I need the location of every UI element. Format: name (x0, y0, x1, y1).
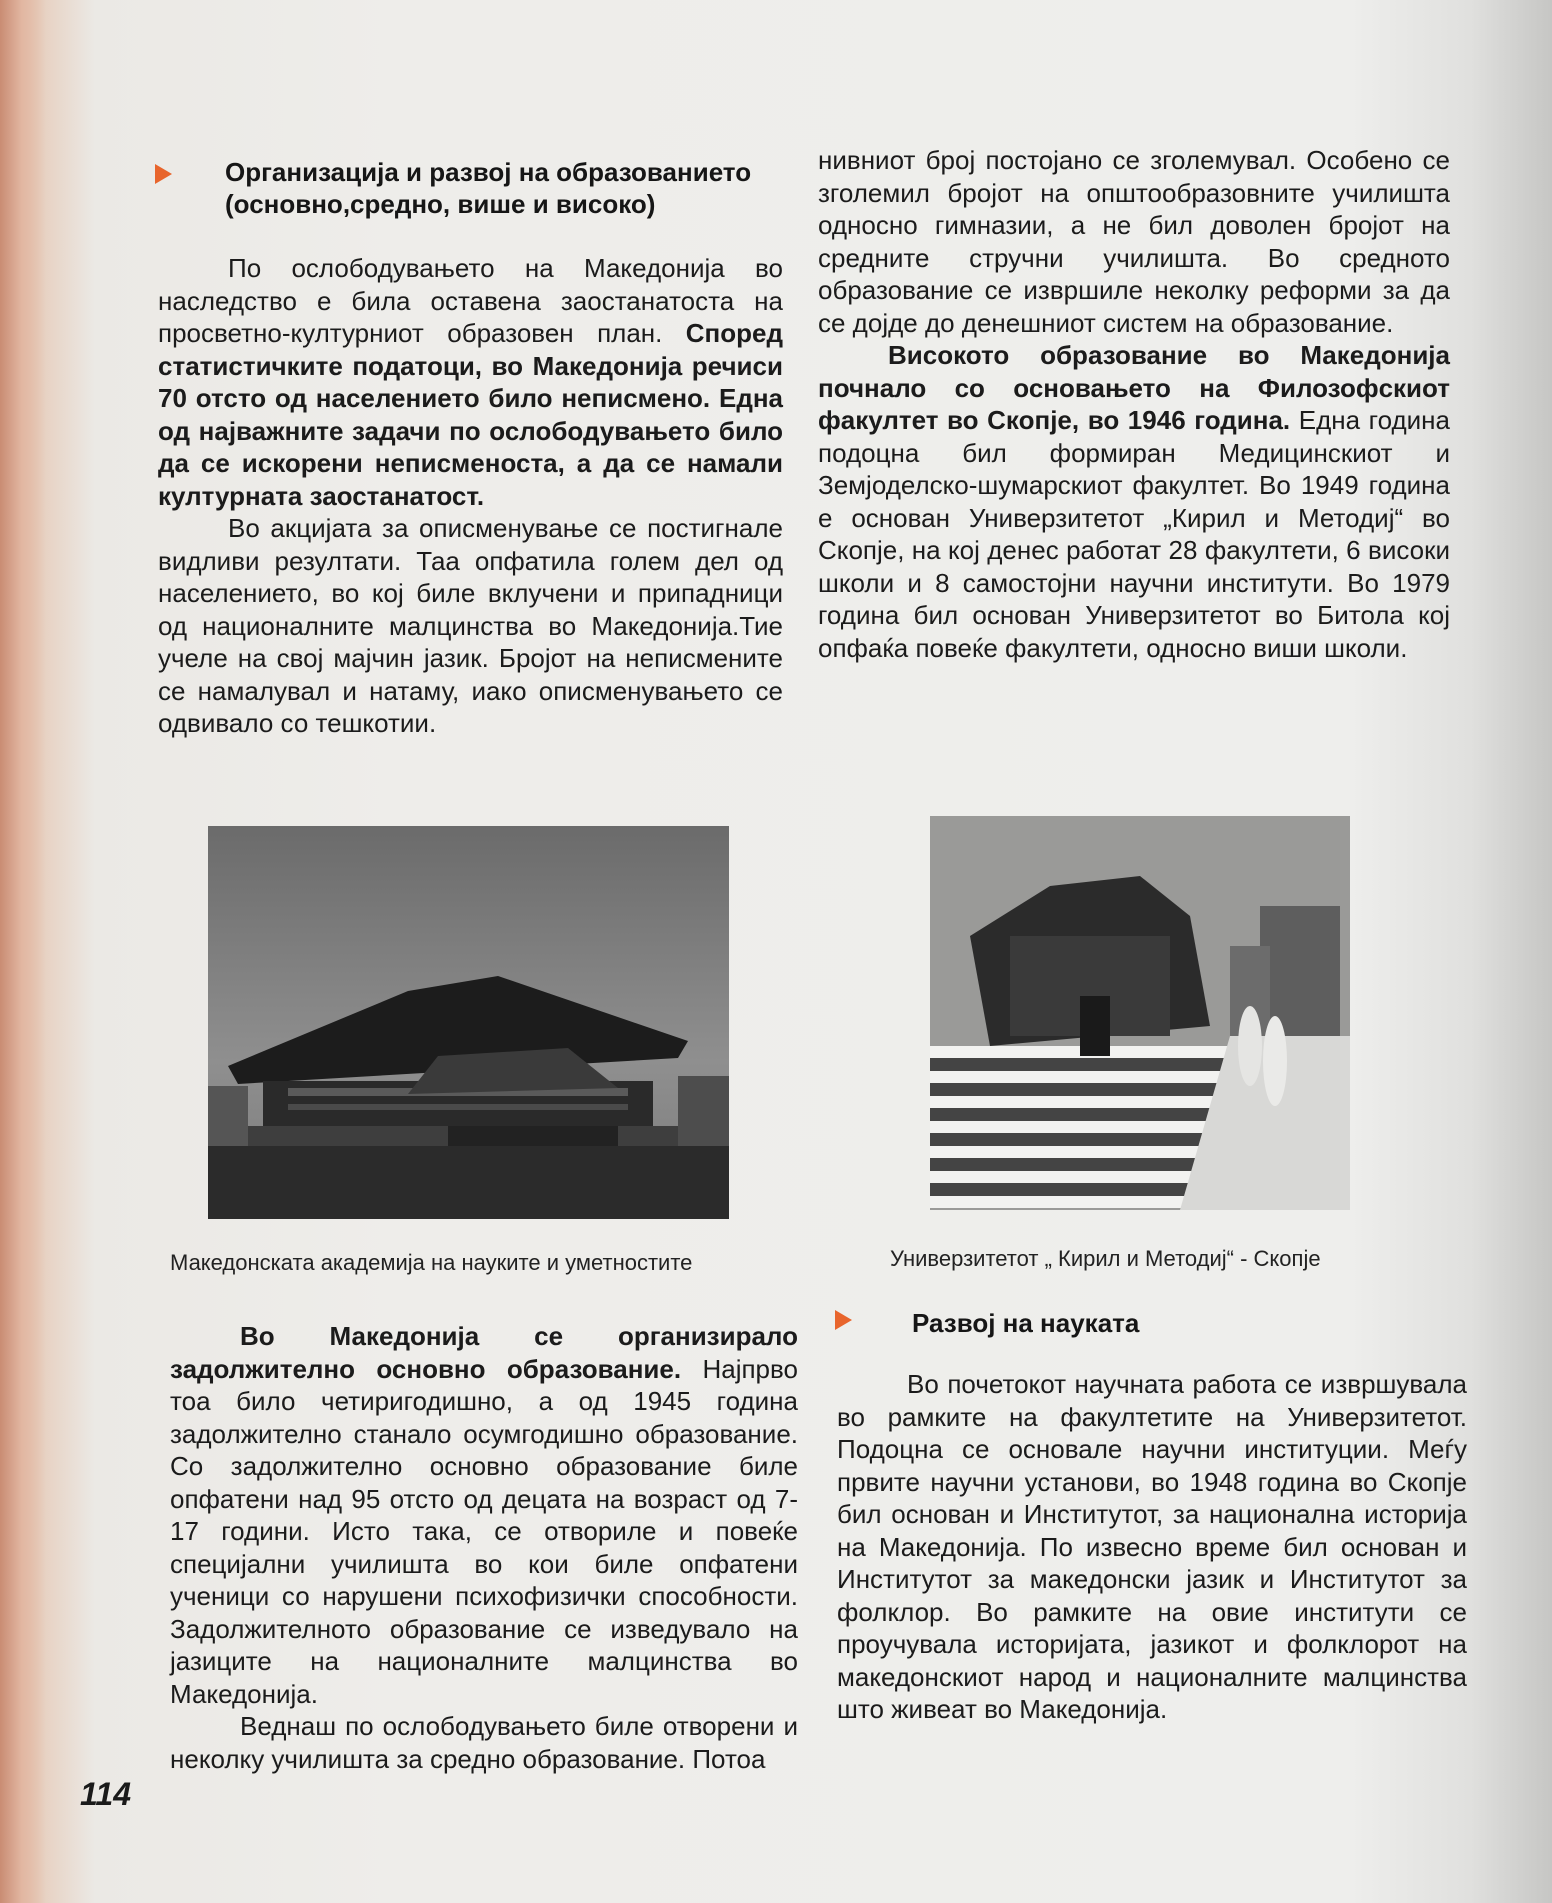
right-column-top (818, 144, 1450, 664)
paragraph-bold-text: Високото образование во Македонија почнало со основањето на Филозофскиот факултет во Скопје, во 1946 година. (818, 340, 1450, 435)
right-column-bottom (837, 1368, 1467, 1726)
section-arrow-icon (835, 1310, 852, 1330)
university-photo-caption: Универзитетот „ Кирил и Методиј“ - Скопје (890, 1246, 1321, 1271)
page-number: 114 (80, 1776, 132, 1812)
paragraph-bold-text: Според статистичките податоци, во Македонија речиси 70 отсто од населението било неписмено. Една од најважните задачи по ослободувањето било да се искорени неписменоста, а да се намали културната заостанатост. (158, 318, 783, 511)
academy-building-image (208, 826, 729, 1219)
paragraph: Во почетокот научната работа се извршувала во рамките на факултетите на Универзитетот. Подоцна се основале научни институции. Меѓу првите научни установи, во 1948 година во Скопје бил основан и Институтот, за национална историја на Македонија. По извесно време бил основан и Институтот за македонски јазик и Институтот за фолклор. Во рамките на овие институти се проучувала историјата, јазикот и фолклорот на македонскиот народ и националните малцинства што живеат во Македонија. (837, 1369, 1467, 1724)
paragraph-text: Една година подоцна бил формиран Медицинскиот и Земјоделско-шумарскиот факултет. Во 1949 година е основан Универзитетот „Кирил и Методиј“ во Скопје, на кој денес работат 28 факултети, 6 високи школи и 8 самостојни научни институти. Во 1979 година бил основан Универзитетот во Битола кој опфаќа повеќе факултети, односно виши школи. (818, 405, 1450, 663)
paragraph (818, 339, 1450, 664)
heading-line-2: (основно,средно, више и високо) (225, 189, 656, 219)
paragraph: нивниот број постојано се зголемувал. Особено се зголемил бројот на општообразовните училишта односно гимназии, а не бил доволен бројот на средните стручни училишта. Во средното образование се извршиле неколку реформи за да се дојде до денешниот систем на образование. (818, 145, 1450, 338)
book-spine-edge (0, 0, 46, 1903)
university-building-image (930, 816, 1350, 1210)
paragraph (170, 1320, 798, 1710)
academy-building-photo (208, 826, 729, 1219)
section-arrow-icon (155, 164, 172, 184)
section-heading-science: Развој на науката (912, 1308, 1140, 1338)
academy-photo-caption: Македонската академија на науките и уметностите (170, 1250, 693, 1275)
paragraph-text: По ослободувањето на Македонија во наследство е била оставена заостанатоста на просветно-културниот образовен план. (158, 253, 783, 348)
paragraph (158, 252, 783, 512)
university-photo (930, 816, 1350, 1210)
heading-line-1: Организација и развој на образованието (225, 157, 752, 187)
paragraph-bold-text: Во Македонија се организирало задолжително основно образование. (170, 1321, 798, 1384)
paragraph: Во акцијата за описменување се постигнале видливи резултати. Таа опфатила голем дел од населението, во кој биле вклучени и припадници од националните малцинства во Македонија.Тие учеле на свој мајчин јазик. Бројот на неписмените се намалувал и натаму, иако описменувањето се одвивало со тешкотии. (158, 513, 783, 738)
section-heading-education (225, 156, 751, 220)
left-column-top (158, 252, 783, 740)
left-column-bottom (170, 1320, 798, 1775)
paragraph-text: Најпрво тоа било четиригодишно, а од 1945 година задолжително станало осумгодишно образование. Со задолжително основно образование биле опфатени над 95 отсто од децата на возраст од 7-17 години. Исто така, се отвориле и повеќе специјални училишта во кои биле опфатени ученици со нарушени психофизички способности. Задолжителното образование се изведувало на јазиците на националните малцинства во Македонија. (170, 1353, 798, 1709)
paragraph: Веднаш по ослободувањето биле отворени и неколку училишта за средно образование. Потоа (170, 1711, 798, 1774)
